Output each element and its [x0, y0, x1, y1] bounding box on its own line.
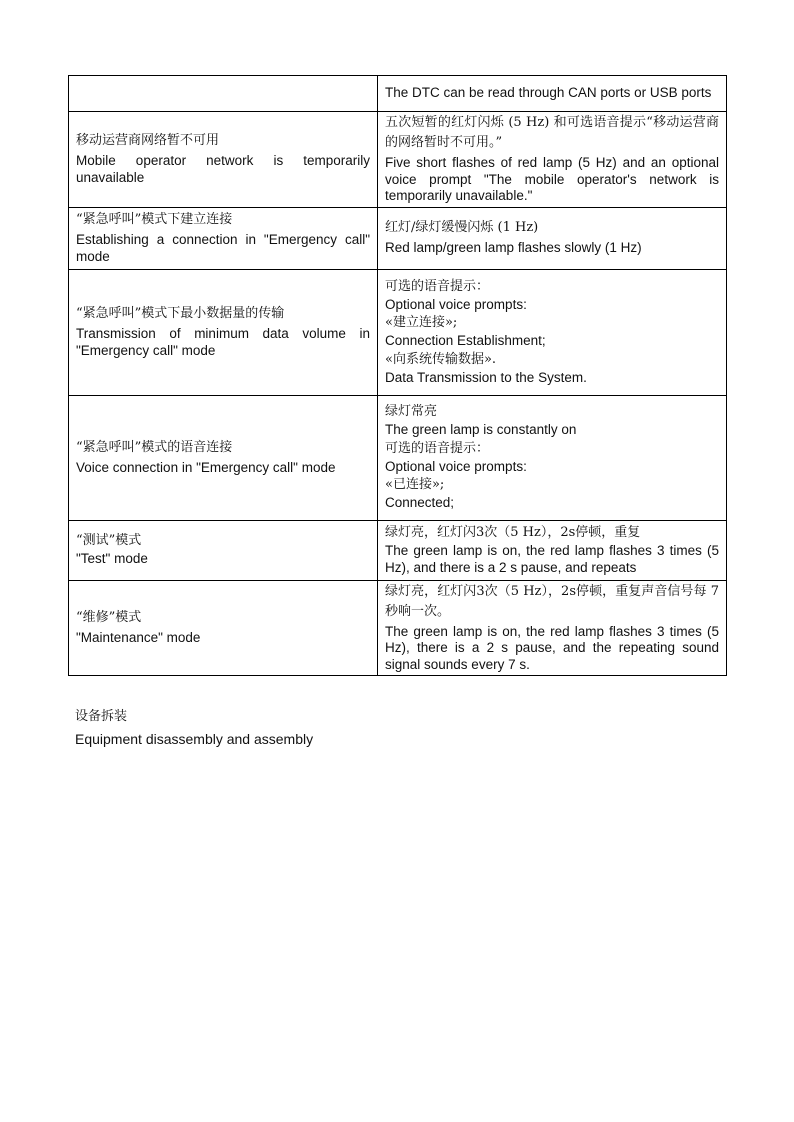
indication-line-zh: «已连接»; [385, 477, 445, 493]
indication-line-en: The green lamp is constantly on [385, 422, 577, 438]
table-cell-mode [69, 207, 378, 269]
indication-line-zh: 可选的语音提示： [385, 440, 490, 456]
indication-text-en: Five short flashes of red lamp (5 Hz) and an optional voice prompt "The mobile operator's network is temporarily unavailable." [385, 155, 719, 203]
table-cell-mode [69, 269, 378, 395]
section-title-zh: 设备拆装 [75, 709, 128, 724]
table-cell-indication [378, 207, 727, 269]
table-row [69, 112, 727, 208]
indication-text-en: The green lamp is on, the red lamp flashes 3 times (5 Hz), there is a 2 s pause, and the repeating sound signal sounds every 7 s. [385, 623, 719, 672]
indication-line-zh: 绿灯常亮 [385, 404, 438, 420]
mode-label-zh: “紧急呼叫”模式下建立连接 [76, 212, 233, 227]
indicator-status-table [68, 75, 727, 676]
mode-label-zh: “维修”模式 [76, 610, 142, 625]
table-cell-indication [378, 520, 727, 580]
mode-label-en: Transmission of minimum data volume in "Emergency call" mode [76, 326, 370, 358]
table-row [69, 395, 727, 520]
mode-label-en: Establishing a connection in "Emergency call" mode [76, 232, 370, 264]
mode-label-zh: “测试”模式 [76, 533, 142, 549]
table-cell-indication [378, 269, 727, 395]
table-cell-indication [378, 580, 727, 676]
mode-label-zh: “紧急呼叫”模式下最小数据量的传输 [76, 306, 285, 321]
table-row [69, 207, 727, 269]
indication-line-en: Optional voice prompts: [385, 296, 527, 312]
indication-line-en: Connection Establishment; [385, 333, 546, 349]
indication-text-zh: 五次短暂的红灯闪烁 (5 Hz) 和可选语音提示“移动运营商的网络暂时不可用。” [385, 115, 719, 150]
indication-line-en: Data Transmission to the System. [385, 369, 587, 385]
table-row [69, 520, 727, 580]
table-row [69, 580, 727, 676]
mode-label-en: "Maintenance" mode [76, 630, 201, 645]
indication-text-zh: 绿灯亮，红灯闪3次（5 Hz），2s停顿，重复声音信号每 7 秒响一次。 [385, 583, 719, 619]
indication-text-en: Red lamp/green lamp flashes slowly (1 Hz) [385, 240, 642, 256]
table-cell-mode [69, 580, 378, 676]
table-row [69, 269, 727, 395]
indication-line-zh: «向系统传输数据». [385, 351, 497, 367]
table-cell-indication [378, 112, 727, 208]
table-cell-mode [69, 76, 378, 112]
table-cell-mode [69, 520, 378, 580]
mode-label-zh: 移动运营商网络暂不可用 [76, 133, 220, 149]
indication-text-zh: 红灯/绿灯缓慢闪烁 (1 Hz) [385, 220, 539, 236]
table-cell-indication [378, 395, 727, 520]
table-cell-mode [69, 395, 378, 520]
table-cell-mode [69, 112, 378, 208]
indication-line-en: Optional voice prompts: [385, 458, 527, 474]
mode-label-zh: “紧急呼叫”模式的语音连接 [76, 439, 233, 455]
indication-line-en: Connected; [385, 495, 455, 511]
section-heading [75, 706, 313, 748]
table-cell-indication [378, 76, 727, 112]
table-row [69, 76, 727, 112]
mode-label-en: Mobile operator network is temporarily unavailable [76, 153, 370, 185]
indication-line-zh: 可选的语音提示： [385, 278, 490, 294]
indication-line-zh: «建立连接»; [385, 315, 458, 331]
section-title-en: Equipment disassembly and assembly [75, 731, 314, 747]
indication-text-en: The green lamp is on, the red lamp flashes 3 times (5 Hz), and there is a 2 s pause, and repeats [385, 543, 719, 575]
indication-text-en: The DTC can be read through CAN ports or USB ports [385, 84, 712, 100]
mode-label-en: "Test" mode [76, 551, 148, 567]
indication-text-zh: 绿灯亮，红灯闪3次（5 Hz），2s停顿，重复 [385, 525, 641, 540]
mode-label-en: Voice connection in "Emergency call" mode [76, 459, 336, 475]
